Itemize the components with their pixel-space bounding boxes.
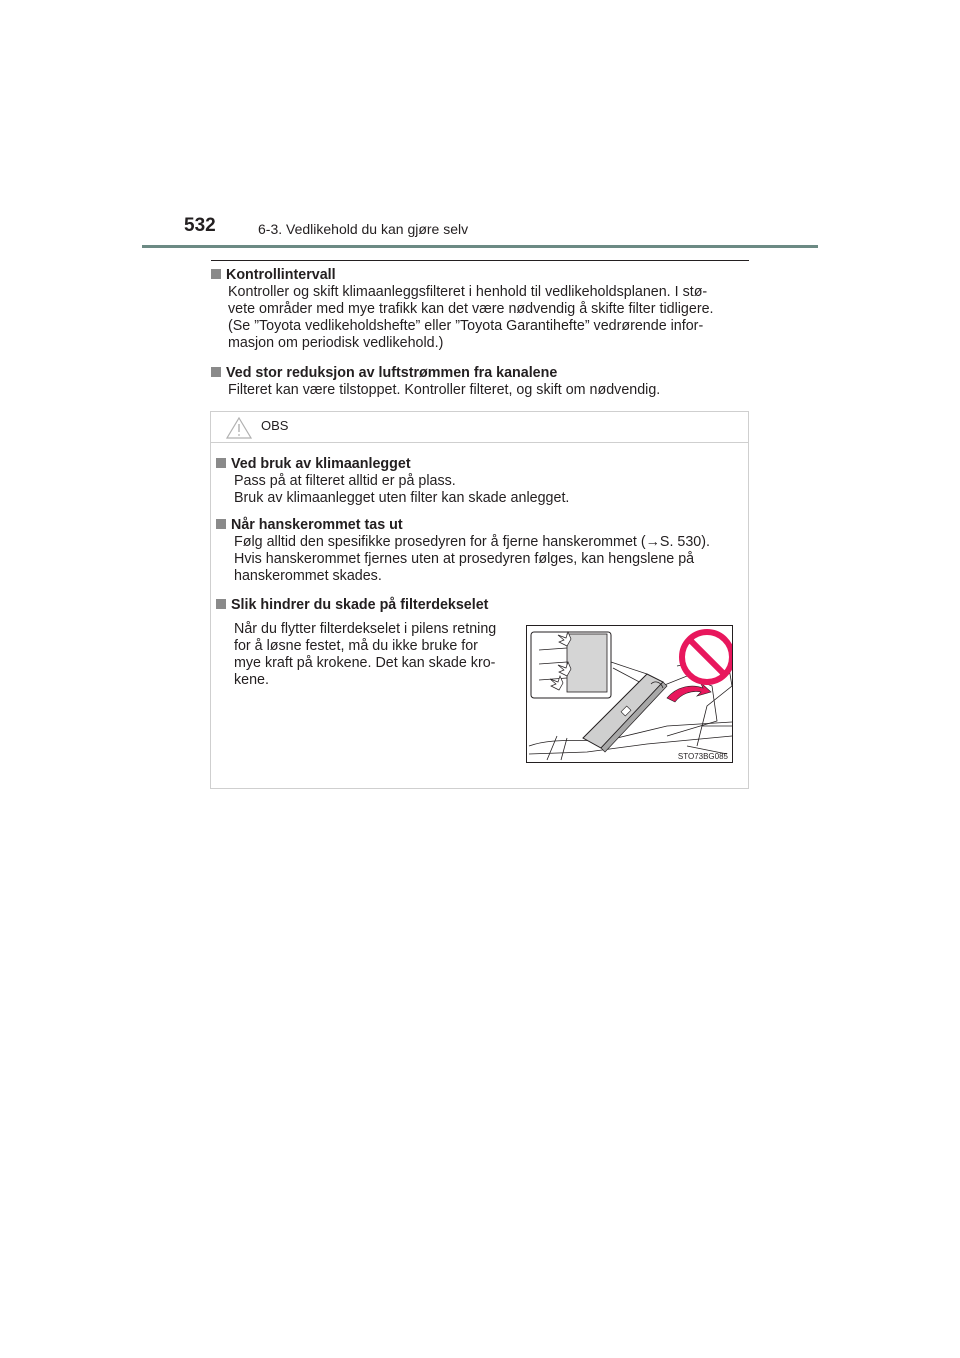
body-line: kene. — [234, 672, 269, 688]
square-bullet-icon — [216, 599, 226, 609]
body-line: Filteret kan være tilstoppet. Kontroller filteret, og skift om nødvendig. — [228, 382, 661, 398]
body-line: Hvis hanskerommet fjernes uten at prosedyren følges, kan hengslene på — [234, 551, 695, 567]
body-line: Bruk av klimaanlegget uten filter kan skade anlegget. — [234, 490, 570, 506]
direction-arrow-icon — [667, 682, 711, 702]
section-heading-text: Ved bruk av klimaanlegget — [231, 456, 411, 472]
section-heading-text: Ved stor reduksjon av luftstrømmen fra kanalene — [226, 365, 558, 381]
caution-section-filterdeksel — [216, 597, 744, 614]
section-heading — [216, 597, 744, 614]
section-heading-text: Når hanskerommet tas ut — [231, 517, 403, 533]
section-heading — [216, 456, 744, 473]
section-body — [228, 284, 747, 352]
page-number: 532 — [184, 215, 216, 236]
section-heading — [216, 517, 744, 534]
caution-section-klimaanlegg — [216, 456, 744, 507]
prohibition-icon — [682, 632, 732, 682]
square-bullet-icon — [216, 519, 226, 529]
body-line: Kontroller og skift klimaanleggsfilteret i henhold til vedlikeholdsplanen. I stø- — [228, 284, 708, 300]
body-line: (Se ”Toyota vedlikeholdshefte” eller ”Toyota Garantihefte” vedrørende infor- — [228, 318, 704, 334]
body-line: Følg alltid den spesifikke prosedyren for å fjerne hanskerommet (→S. 530). — [234, 534, 710, 550]
body-line: hanskerommet skades. — [234, 568, 382, 584]
filter-cover-illustration — [526, 625, 733, 763]
section-luftstrom — [211, 365, 747, 399]
body-line: Når du flytter filterdekselet i pilens retning — [234, 621, 497, 637]
body-line: masjon om periodisk vedlikehold.) — [228, 335, 444, 351]
header-rule — [142, 245, 818, 248]
section-heading — [211, 365, 747, 382]
figure-code: STO73BG085 — [677, 752, 728, 761]
section-heading — [211, 267, 747, 284]
warning-triangle-icon — [226, 417, 252, 444]
square-bullet-icon — [211, 269, 221, 279]
square-bullet-icon — [216, 458, 226, 468]
section-body — [234, 534, 744, 585]
caution-section-hanskerom — [216, 517, 744, 585]
filter-cover-drawing — [527, 626, 732, 762]
section-kontrollintervall — [211, 267, 747, 352]
caution-label: OBS — [261, 418, 289, 433]
caution-box — [210, 411, 749, 789]
body-line: for å løsne festet, må du ikke bruke for — [234, 638, 478, 654]
section-body — [228, 382, 747, 399]
section-body — [234, 473, 744, 507]
caution-header — [211, 412, 748, 443]
chapter-title: 6-3. Vedlikehold du kan gjøre selv — [258, 221, 469, 237]
square-bullet-icon — [211, 367, 221, 377]
body-line: Pass på at filteret alltid er på plass. — [234, 473, 456, 489]
section-heading-text: Kontrollintervall — [226, 267, 336, 283]
body-line: vete områder med mye trafikk kan det være nødvendig å skifte filter tidligere. — [228, 301, 714, 317]
figure-description — [234, 621, 509, 689]
section-heading-text: Slik hindrer du skade på filterdekselet — [231, 597, 489, 613]
content-rule — [211, 260, 749, 261]
body-line: mye kraft på krokene. Det kan skade kro- — [234, 655, 496, 671]
